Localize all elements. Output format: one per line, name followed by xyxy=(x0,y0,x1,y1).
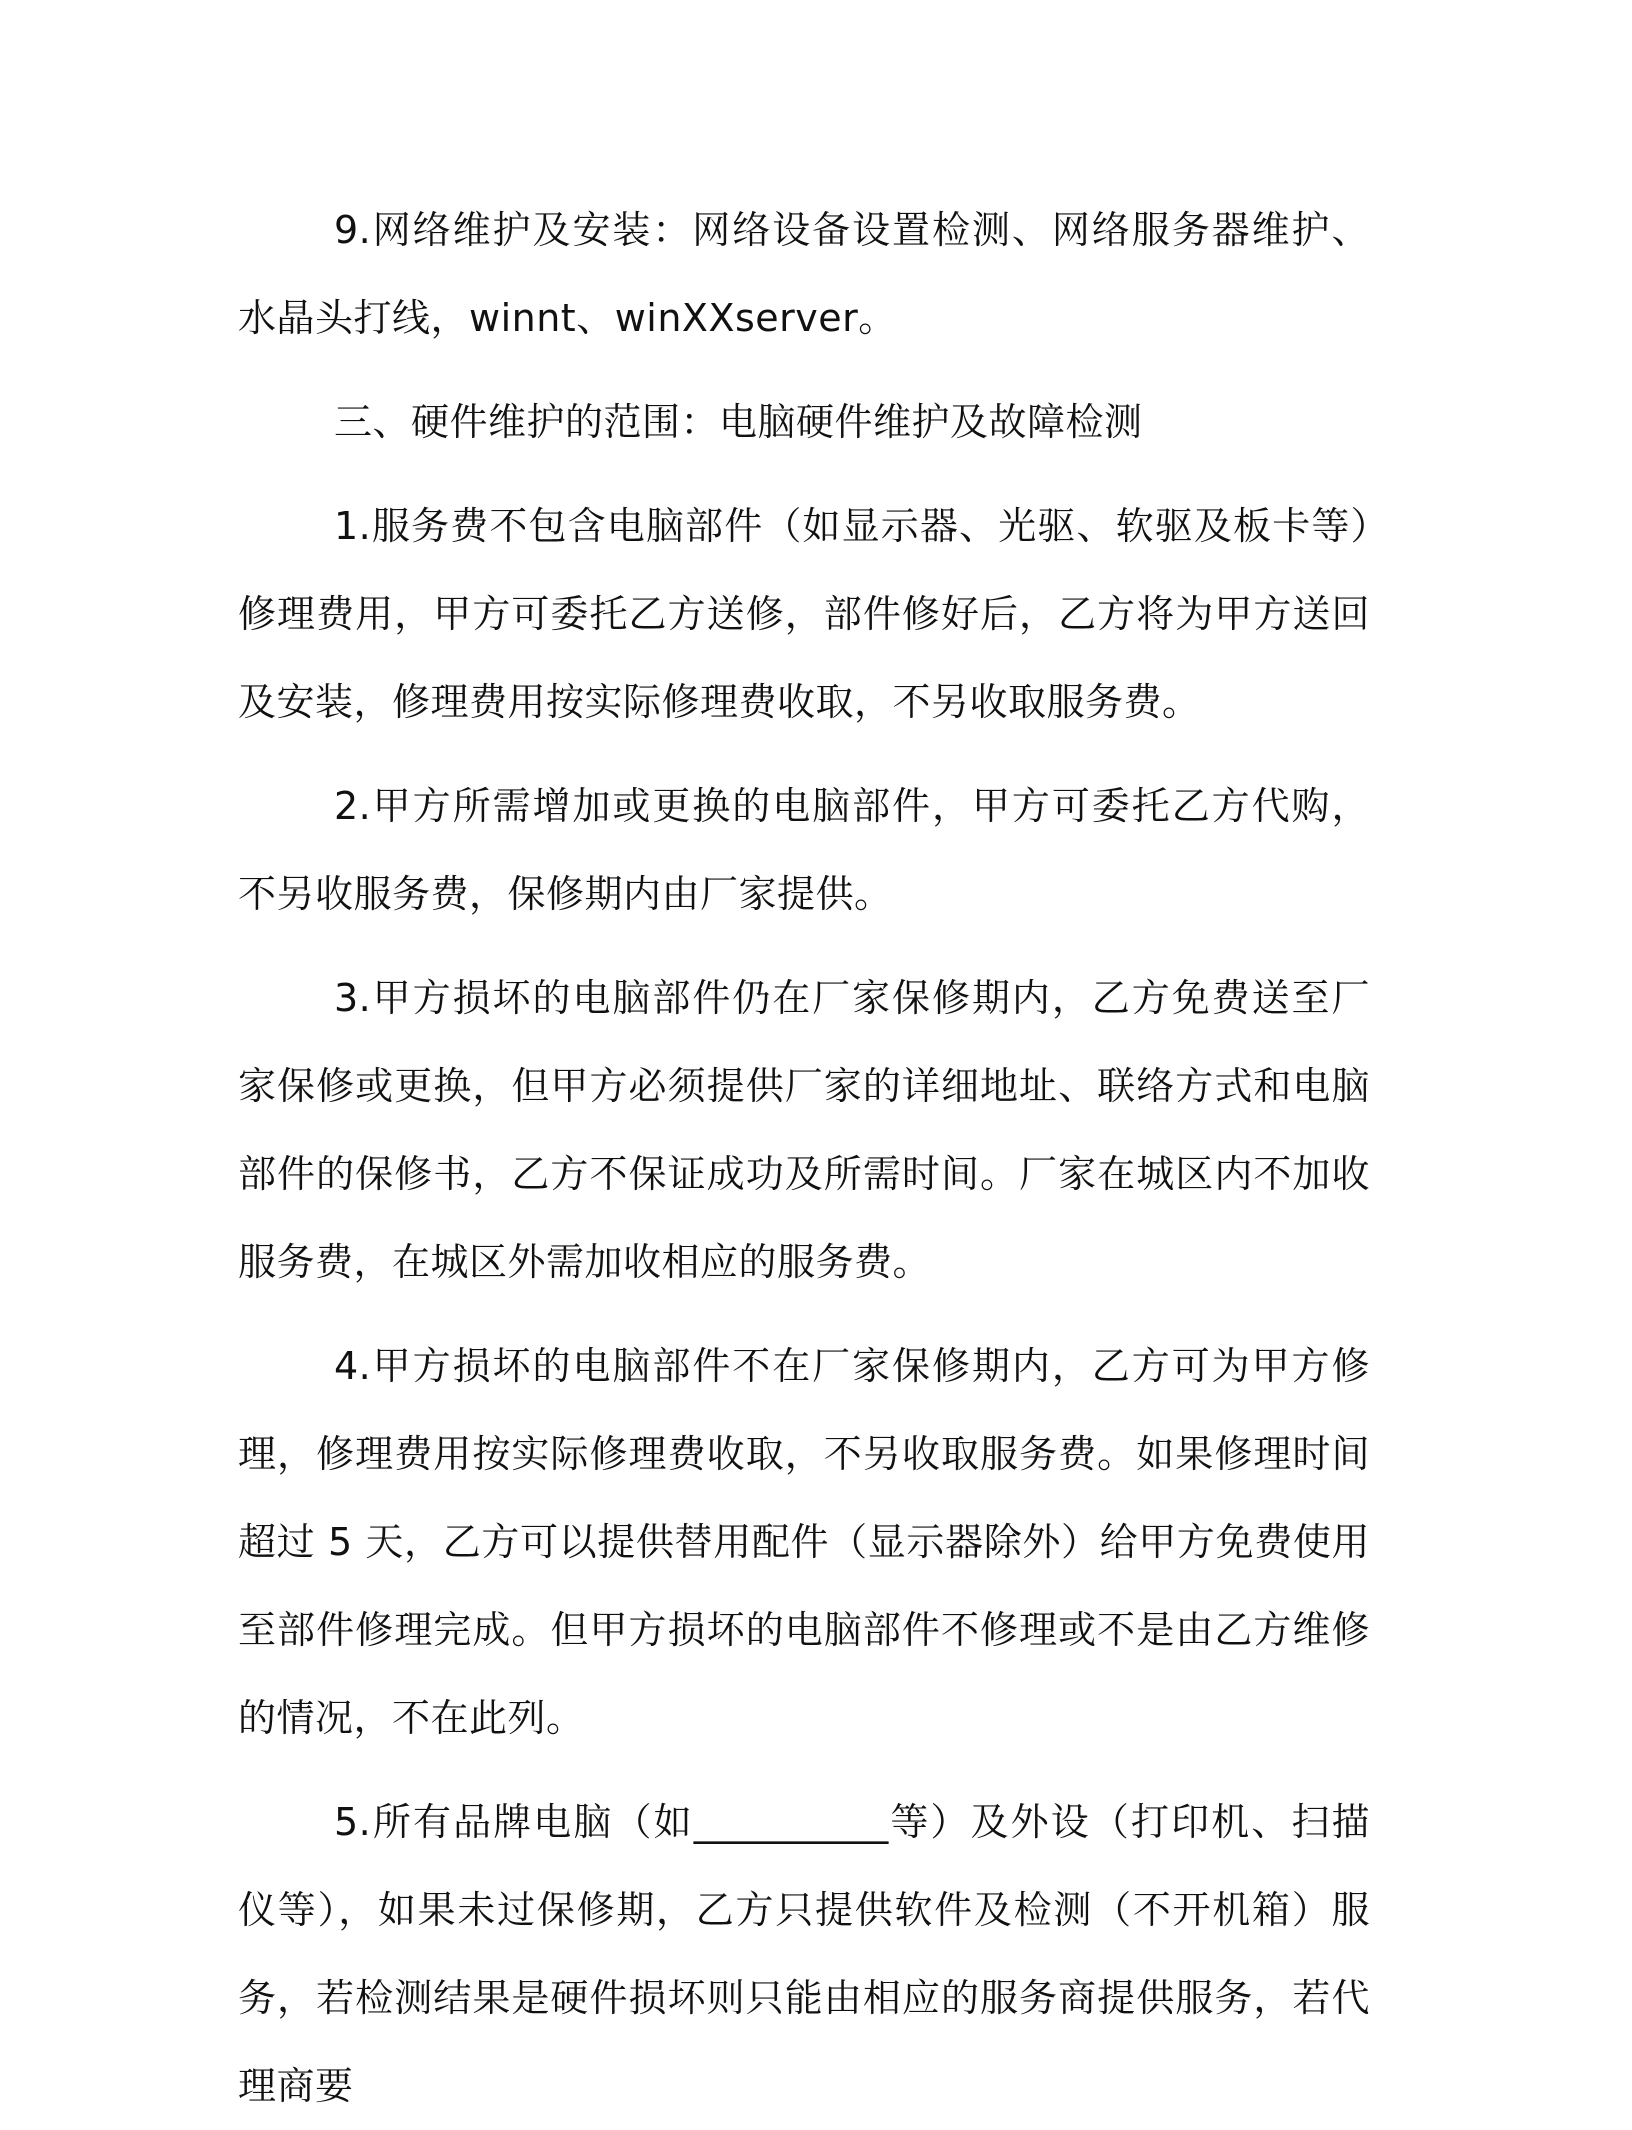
section-heading-hardware-maintenance: 三、硬件维护的范围：电脑硬件维护及故障检测 xyxy=(334,400,1143,444)
paragraph-clause-1: 1.服务费不包含电脑部件（如显示器、光驱、软驱及板卡等）修理费用，甲方可委托乙方送修，部件修好后，乙方将为甲方送回及安装，修理费用按实际修理费收取，不另收取服务费。 xyxy=(238,504,1370,724)
paragraph-clause-2: 2.甲方所需增加或更换的电脑部件，甲方可委托乙方代购，不另收服务费，保修期内由厂家提供。 xyxy=(238,784,1370,916)
document-body xyxy=(238,186,1370,2130)
paragraph-network-maintenance: 9.网络维护及安装：网络设备设置检测、网络服务器维护、水晶头打线，winnt、winXXserver。 xyxy=(238,208,1370,340)
paragraph-clause-4: 4.甲方损坏的电脑部件不在厂家保修期内，乙方可为甲方修理，修理费用按实际修理费收取，不另收取服务费。如果修理时间超过 5 天，乙方可以提供替用配件（显示器除外）给甲方免费使用至部件修理完成。但甲方损坏的电脑部件不修理或不是由乙方维修的情况，不在此列。 xyxy=(238,1344,1370,1740)
paragraph-clause-5: 5.所有品牌电脑（如__________等）及外设（打印机、扫描仪等），如果未过保修期，乙方只提供软件及检测（不开机箱）服务，若检测结果是硬件损坏则只能由相应的服务商提供服务，若代理商要 xyxy=(238,1800,1370,2108)
paragraph-clause-3: 3.甲方损坏的电脑部件仍在厂家保修期内，乙方免费送至厂家保修或更换，但甲方必须提供厂家的详细地址、联络方式和电脑部件的保修书，乙方不保证成功及所需时间。厂家在城区内不加收服务费，在城区外需加收相应的服务费。 xyxy=(238,976,1370,1284)
